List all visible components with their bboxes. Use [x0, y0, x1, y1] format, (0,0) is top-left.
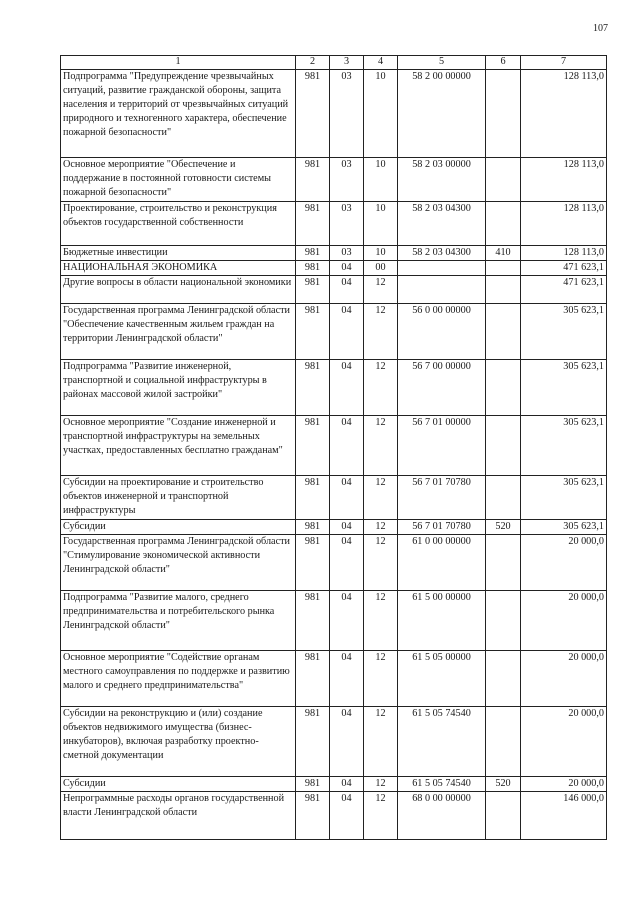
header-col-7: 7 — [521, 56, 607, 70]
cell-sum: 20 000,0 — [521, 591, 607, 651]
cell-pr: 12 — [364, 777, 398, 792]
cell-name: Государственная программа Ленинградской области "Обеспечение качественным жильем граждан на территории Ленинградской области" — [61, 304, 296, 360]
cell-sum: 305 623,1 — [521, 416, 607, 476]
cell-rz: 04 — [330, 476, 364, 520]
cell-pr: 12 — [364, 651, 398, 707]
cell-csr: 58 2 03 00000 — [398, 158, 486, 202]
cell-vr — [486, 70, 521, 158]
cell-sum: 128 113,0 — [521, 246, 607, 261]
header-col-5: 5 — [398, 56, 486, 70]
cell-vr — [486, 360, 521, 416]
cell-pr: 10 — [364, 246, 398, 261]
cell-sum: 471 623,1 — [521, 276, 607, 304]
table-row — [61, 777, 607, 792]
cell-vr — [486, 261, 521, 276]
cell-csr: 56 7 00 00000 — [398, 360, 486, 416]
cell-rz: 04 — [330, 591, 364, 651]
cell-vr — [486, 591, 521, 651]
cell-sum: 146 000,0 — [521, 792, 607, 840]
cell-name: Субсидии на реконструкцию и (или) создание объектов недвижимого имущества (бизнес-инкубаторов), включая разработку проектно-сметной документации — [61, 707, 296, 777]
table-row — [61, 360, 607, 416]
page-number: 107 — [593, 23, 608, 34]
cell-vr — [486, 651, 521, 707]
cell-name: Основное мероприятие "Создание инженерной и транспортной инфраструктуры на земельных участках, предоставленных бесплатно гражданам" — [61, 416, 296, 476]
cell-csr: 61 5 05 00000 — [398, 651, 486, 707]
cell-vr — [486, 792, 521, 840]
cell-name: Бюджетные инвестиции — [61, 246, 296, 261]
cell-rz: 04 — [330, 520, 364, 535]
cell-vr — [486, 304, 521, 360]
cell-grbs: 981 — [296, 261, 330, 276]
cell-rz: 03 — [330, 202, 364, 246]
cell-rz: 04 — [330, 777, 364, 792]
cell-csr: 56 0 00 00000 — [398, 304, 486, 360]
cell-pr: 12 — [364, 535, 398, 591]
header-row — [61, 56, 607, 70]
cell-grbs: 981 — [296, 304, 330, 360]
cell-csr — [398, 261, 486, 276]
header-col-6: 6 — [486, 56, 521, 70]
cell-name: НАЦИОНАЛЬНАЯ ЭКОНОМИКА — [61, 261, 296, 276]
table-row — [61, 591, 607, 651]
cell-csr: 56 7 01 00000 — [398, 416, 486, 476]
table-row — [61, 158, 607, 202]
cell-vr — [486, 202, 521, 246]
cell-sum: 20 000,0 — [521, 535, 607, 591]
cell-name: Государственная программа Ленинградской области "Стимулирование экономической активности Ленинградской области" — [61, 535, 296, 591]
cell-rz: 03 — [330, 158, 364, 202]
table-row — [61, 70, 607, 158]
cell-pr: 10 — [364, 158, 398, 202]
cell-sum: 20 000,0 — [521, 651, 607, 707]
cell-grbs: 981 — [296, 276, 330, 304]
cell-vr: 410 — [486, 246, 521, 261]
cell-rz: 04 — [330, 792, 364, 840]
table-row — [61, 276, 607, 304]
cell-rz: 04 — [330, 360, 364, 416]
cell-name: Подпрограмма "Развитие малого, среднего предпринимательства и потребительского рынка Ленинградской области" — [61, 591, 296, 651]
cell-sum: 471 623,1 — [521, 261, 607, 276]
cell-csr: 58 2 00 00000 — [398, 70, 486, 158]
cell-csr: 61 5 05 74540 — [398, 777, 486, 792]
table-row — [61, 520, 607, 535]
cell-sum: 20 000,0 — [521, 707, 607, 777]
budget-table — [60, 55, 607, 840]
cell-name: Подпрограмма "Предупреждение чрезвычайных ситуаций, развитие гражданской обороны, защита населения и территорий от чрезвычайных ситуаций природного и техногенного характера, обеспечение пожарной безопасности" — [61, 70, 296, 158]
table-row — [61, 792, 607, 840]
cell-pr: 12 — [364, 416, 398, 476]
cell-grbs: 981 — [296, 792, 330, 840]
cell-grbs: 981 — [296, 520, 330, 535]
cell-vr — [486, 535, 521, 591]
header-col-2: 2 — [296, 56, 330, 70]
cell-name: Непрограммные расходы органов государственной власти Ленинградской области — [61, 792, 296, 840]
cell-pr: 10 — [364, 202, 398, 246]
cell-grbs: 981 — [296, 777, 330, 792]
table-row — [61, 535, 607, 591]
cell-csr: 61 5 05 74540 — [398, 707, 486, 777]
cell-rz: 04 — [330, 261, 364, 276]
cell-name: Субсидии — [61, 520, 296, 535]
cell-sum: 305 623,1 — [521, 520, 607, 535]
cell-pr: 12 — [364, 304, 398, 360]
table-row — [61, 304, 607, 360]
cell-pr: 12 — [364, 520, 398, 535]
cell-pr: 12 — [364, 707, 398, 777]
cell-grbs: 981 — [296, 158, 330, 202]
cell-sum: 20 000,0 — [521, 777, 607, 792]
cell-grbs: 981 — [296, 416, 330, 476]
table-row — [61, 261, 607, 276]
cell-csr: 58 2 03 04300 — [398, 202, 486, 246]
cell-grbs: 981 — [296, 707, 330, 777]
cell-rz: 04 — [330, 651, 364, 707]
cell-grbs: 981 — [296, 591, 330, 651]
cell-sum: 305 623,1 — [521, 476, 607, 520]
cell-name: Основное мероприятие "Обеспечение и поддержание в постоянной готовности системы пожарной безопасности" — [61, 158, 296, 202]
cell-rz: 04 — [330, 707, 364, 777]
table-row — [61, 476, 607, 520]
cell-name: Субсидии на проектирование и строительство объектов инженерной и транспортной инфраструктуры — [61, 476, 296, 520]
cell-name: Субсидии — [61, 777, 296, 792]
cell-sum: 305 623,1 — [521, 360, 607, 416]
cell-name: Другие вопросы в области национальной экономики — [61, 276, 296, 304]
cell-grbs: 981 — [296, 246, 330, 261]
cell-sum: 128 113,0 — [521, 202, 607, 246]
cell-vr — [486, 707, 521, 777]
cell-vr — [486, 476, 521, 520]
cell-rz: 04 — [330, 416, 364, 476]
cell-name: Проектирование, строительство и реконструкция объектов государственной собственности — [61, 202, 296, 246]
cell-rz: 03 — [330, 70, 364, 158]
cell-rz: 03 — [330, 246, 364, 261]
cell-vr — [486, 416, 521, 476]
cell-grbs: 981 — [296, 651, 330, 707]
table-row — [61, 707, 607, 777]
cell-pr: 12 — [364, 591, 398, 651]
cell-pr: 12 — [364, 360, 398, 416]
header-col-4: 4 — [364, 56, 398, 70]
cell-sum: 128 113,0 — [521, 70, 607, 158]
cell-pr: 00 — [364, 261, 398, 276]
cell-grbs: 981 — [296, 535, 330, 591]
table-row — [61, 651, 607, 707]
cell-vr: 520 — [486, 777, 521, 792]
cell-pr: 12 — [364, 792, 398, 840]
cell-sum: 305 623,1 — [521, 304, 607, 360]
cell-csr: 68 0 00 00000 — [398, 792, 486, 840]
table-row — [61, 246, 607, 261]
cell-csr: 58 2 03 04300 — [398, 246, 486, 261]
header-col-3: 3 — [330, 56, 364, 70]
cell-name: Основное мероприятие "Содействие органам местного самоуправления по поддержке и развитию малого и среднего предпринимательства" — [61, 651, 296, 707]
cell-grbs: 981 — [296, 70, 330, 158]
table-row — [61, 416, 607, 476]
cell-name: Подпрограмма "Развитие инженерной, транспортной и социальной инфраструктуры в районах массовой жилой застройки" — [61, 360, 296, 416]
cell-rz: 04 — [330, 276, 364, 304]
table-row — [61, 202, 607, 246]
cell-grbs: 981 — [296, 202, 330, 246]
cell-vr — [486, 276, 521, 304]
cell-rz: 04 — [330, 535, 364, 591]
cell-csr: 56 7 01 70780 — [398, 476, 486, 520]
cell-pr: 10 — [364, 70, 398, 158]
cell-pr: 12 — [364, 276, 398, 304]
cell-csr: 61 0 00 00000 — [398, 535, 486, 591]
cell-grbs: 981 — [296, 360, 330, 416]
cell-csr — [398, 276, 486, 304]
cell-sum: 128 113,0 — [521, 158, 607, 202]
cell-csr: 61 5 00 00000 — [398, 591, 486, 651]
cell-vr — [486, 158, 521, 202]
cell-vr: 520 — [486, 520, 521, 535]
cell-rz: 04 — [330, 304, 364, 360]
cell-pr: 12 — [364, 476, 398, 520]
cell-csr: 56 7 01 70780 — [398, 520, 486, 535]
header-col-1: 1 — [61, 56, 296, 70]
cell-grbs: 981 — [296, 476, 330, 520]
